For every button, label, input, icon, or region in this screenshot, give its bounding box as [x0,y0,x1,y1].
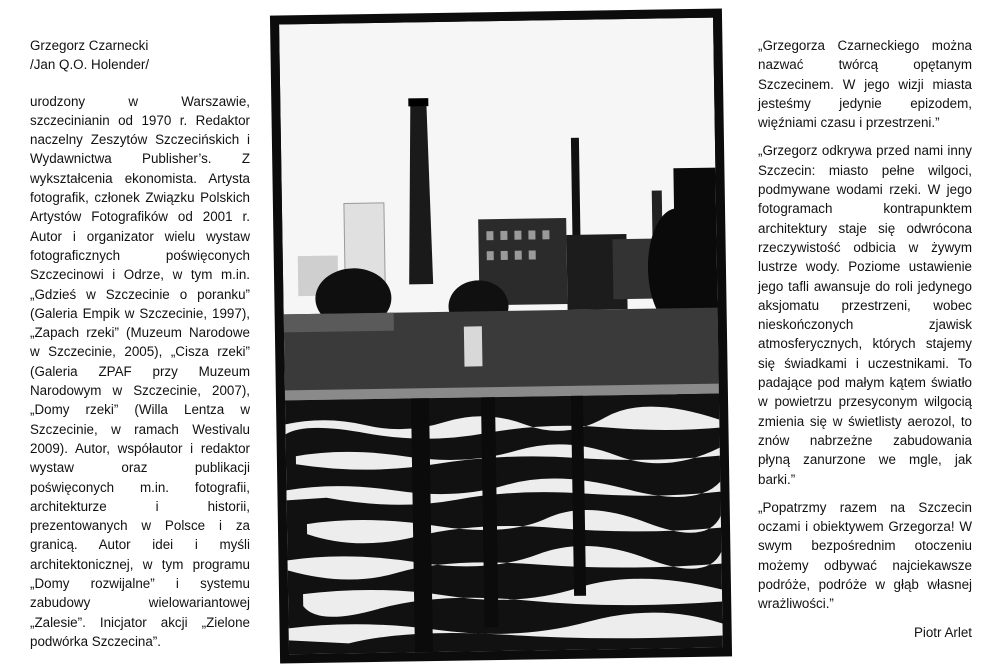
left-column [30,36,250,651]
riverside-photograph [279,18,723,655]
author-biography: urodzony w Warszawie, szczecinianin od 1970 r. Redaktor naczelny Zeszytów Szczecińskich i Wydawnictwa Publisher’s. Z wykształcenia ekonomista. Artysta fotografik, członek Związku Polskich Artystów Fotografików od 2001 r. Autor i organizator wielu wystaw fotograficznych poświęconych Szczecinowi i Odrze, w tym m.in. „Gdzieś w Szczecinie o poranku” (Galeria Empik w Szczecinie, 1997), „Zapach rzeki” (Muzeum Narodowe w Szczecinie, 2005), „Cisza rzeki” (Galeria ZPAF przy Muzeum Narodowym w Szczecinie, 2007), „Domy rzeki” (Willa Lentza w Szczecinie, w ramach Westivalu 2009). Autor, współautor i redaktor wystaw oraz publikacji poświęconych m.in. fotografii, architekturze i historii, prezentowanych w Polsce i za granicą. Autor idei i myśli architektonicznej, w tym programu „Domy rozwijalne” i systemu zabudowy wielowariantowej „Zalesie”. Inicjator akcji „Zielone podwórka Szczecina”. [30,93,250,649]
quote-paragraph: „Popatrzmy razem na Szczecin oczami i obiektywem Grzegorza! W swym bezpośrednim otoczeniu możemy odbywać najciekawsze podróże, podróże w głąb własnej wrażliwości.” [758,499,972,612]
author-pseudonym: /Jan Q.O. Holender/ [30,57,150,73]
signature: Piotr Arlet [913,624,972,640]
quote-paragraph: „Grzegorza Czarneckiego można nazwać twórcą opętanym Szczecinem. W jego wizji miasta jesteśmy jedynie epizodem, więźniami czasu i przestrzeni.” [758,38,972,131]
quote-paragraph: „Grzegorz odkrywa przed nami inny Szczecin: miasto pełne wilgoci, podmywane wodami rzeki. W jego fotogramach kontrapunktem architektury staje się odwrócona rzeczywistość odbicia w żywym lustrze wody. Poziome ustawienie jego tafli awansuje do roli jedynego aksjomatu przestrzeni, wobec nieskończonych zjawisk atmosferycznych, których stajemy się świadkami i uczestnikami. To padające pod małym kątem światło w powietrzu przesyconym wilgocią zmienia się w świetlisty aerozol, to znów nabrzeżne zabudowania płyną zanurzone we mgle, jak barki.” [758,143,972,487]
author-block [30,36,250,75]
author-name: Grzegorz Czarnecki [30,38,149,53]
photo-frame [270,8,732,663]
right-column [758,36,972,642]
